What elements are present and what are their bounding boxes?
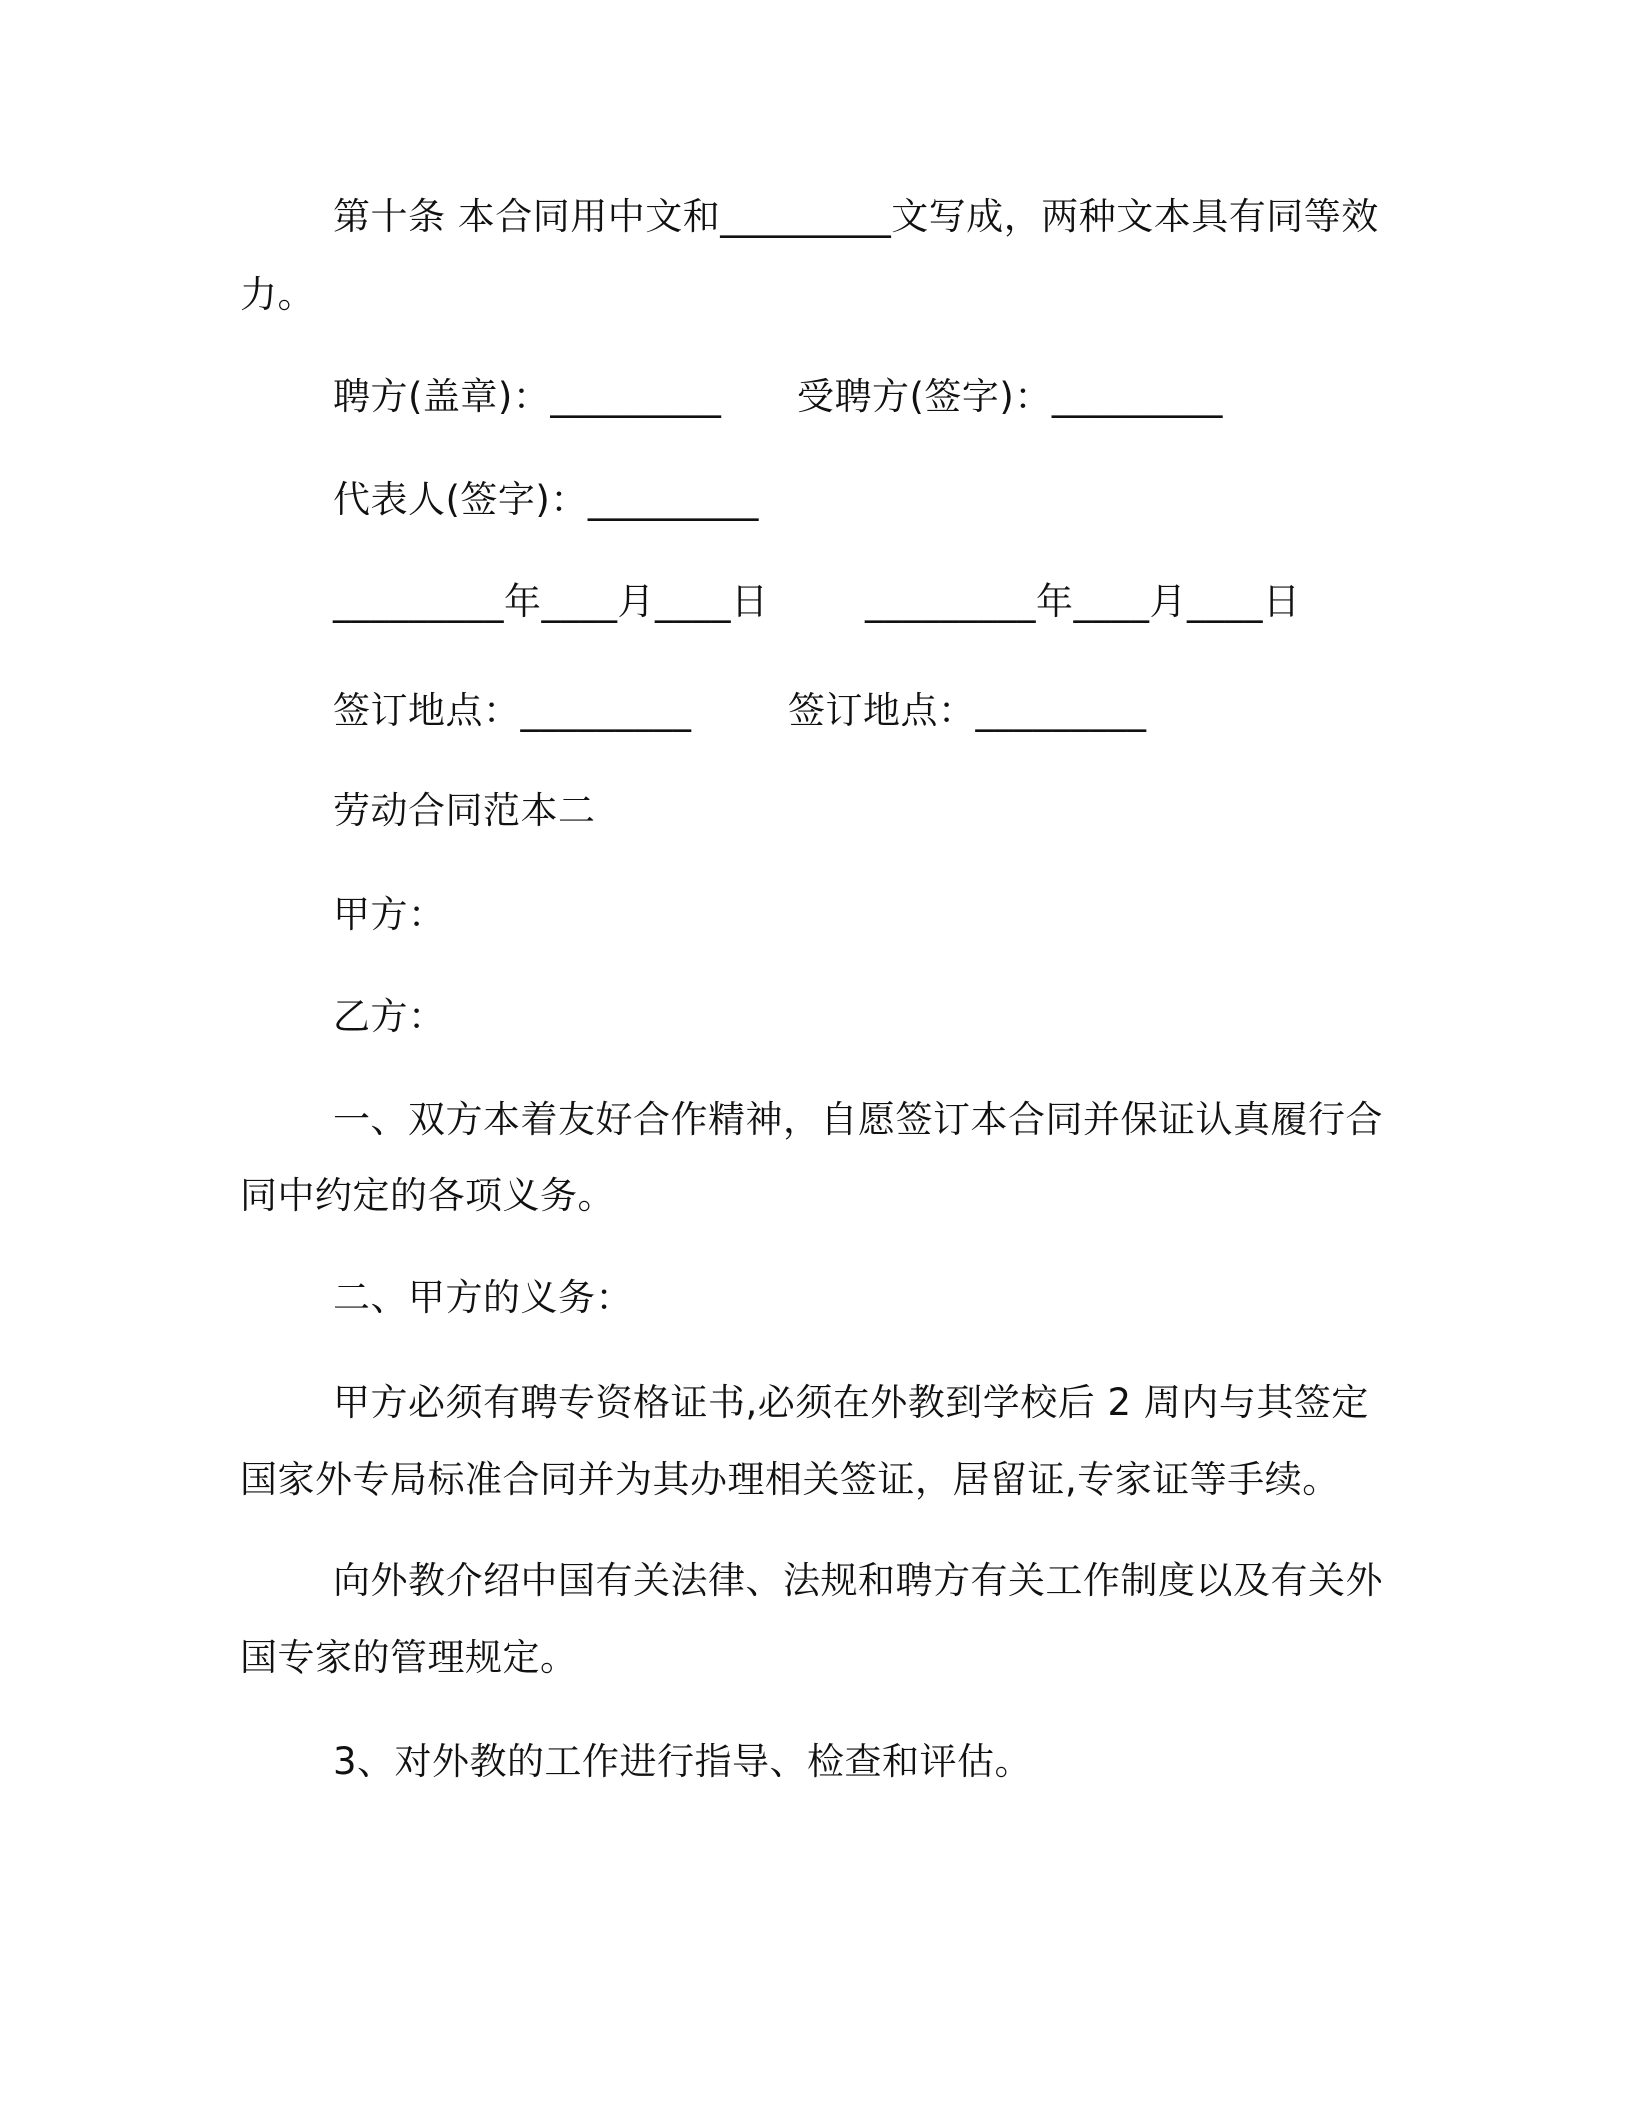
- duty-1-line-2: 国家外专局标准合同并为其办理相关签证，居留证,专家证等手续。: [240, 1458, 1340, 1501]
- date-line: [333, 577, 1301, 627]
- contract-template-2-heading: 劳动合同范本二: [333, 789, 596, 832]
- article-10-line-1: 第十条 本合同用中文和_________文写成，两种文本具有同等效: [333, 195, 1379, 238]
- party-a-label: 甲方：: [333, 893, 446, 936]
- employer-seal-line: [333, 372, 1223, 422]
- employer-seal-field: 聘方(盖章)：_________: [333, 375, 722, 418]
- signing-place-right: 签订地点：_________: [788, 689, 1147, 732]
- party-b-label: 乙方：: [333, 995, 446, 1038]
- duty-2-line-2: 国专家的管理规定。: [240, 1636, 578, 1679]
- representative-sign-field: 代表人(签字)：_________: [333, 478, 759, 521]
- clause-1-line-2: 同中约定的各项义务。: [240, 1174, 615, 1217]
- clause-1-line-1: 一、双方本着友好合作精神，自愿签订本合同并保证认真履行合: [333, 1098, 1383, 1141]
- article-10-line-2: 力。: [240, 273, 315, 316]
- duty-3-line: 3、对外教的工作进行指导、检查和评估。: [333, 1740, 1033, 1783]
- date-right: _________年____月____日: [865, 580, 1301, 623]
- duty-2-line-1: 向外教介绍中国有关法律、法规和聘方有关工作制度以及有关外: [333, 1559, 1383, 1602]
- signing-place-left: 签订地点：_________: [333, 689, 692, 732]
- clause-2-title: 二、甲方的义务：: [333, 1276, 633, 1319]
- duty-1-line-1: 甲方必须有聘专资格证书,必须在外教到学校后 2 周内与其签定: [333, 1381, 1369, 1424]
- signing-place-line: [333, 686, 1147, 736]
- date-left: _________年____月____日: [333, 580, 769, 623]
- employee-sign-field: 受聘方(签字)：_________: [797, 375, 1223, 418]
